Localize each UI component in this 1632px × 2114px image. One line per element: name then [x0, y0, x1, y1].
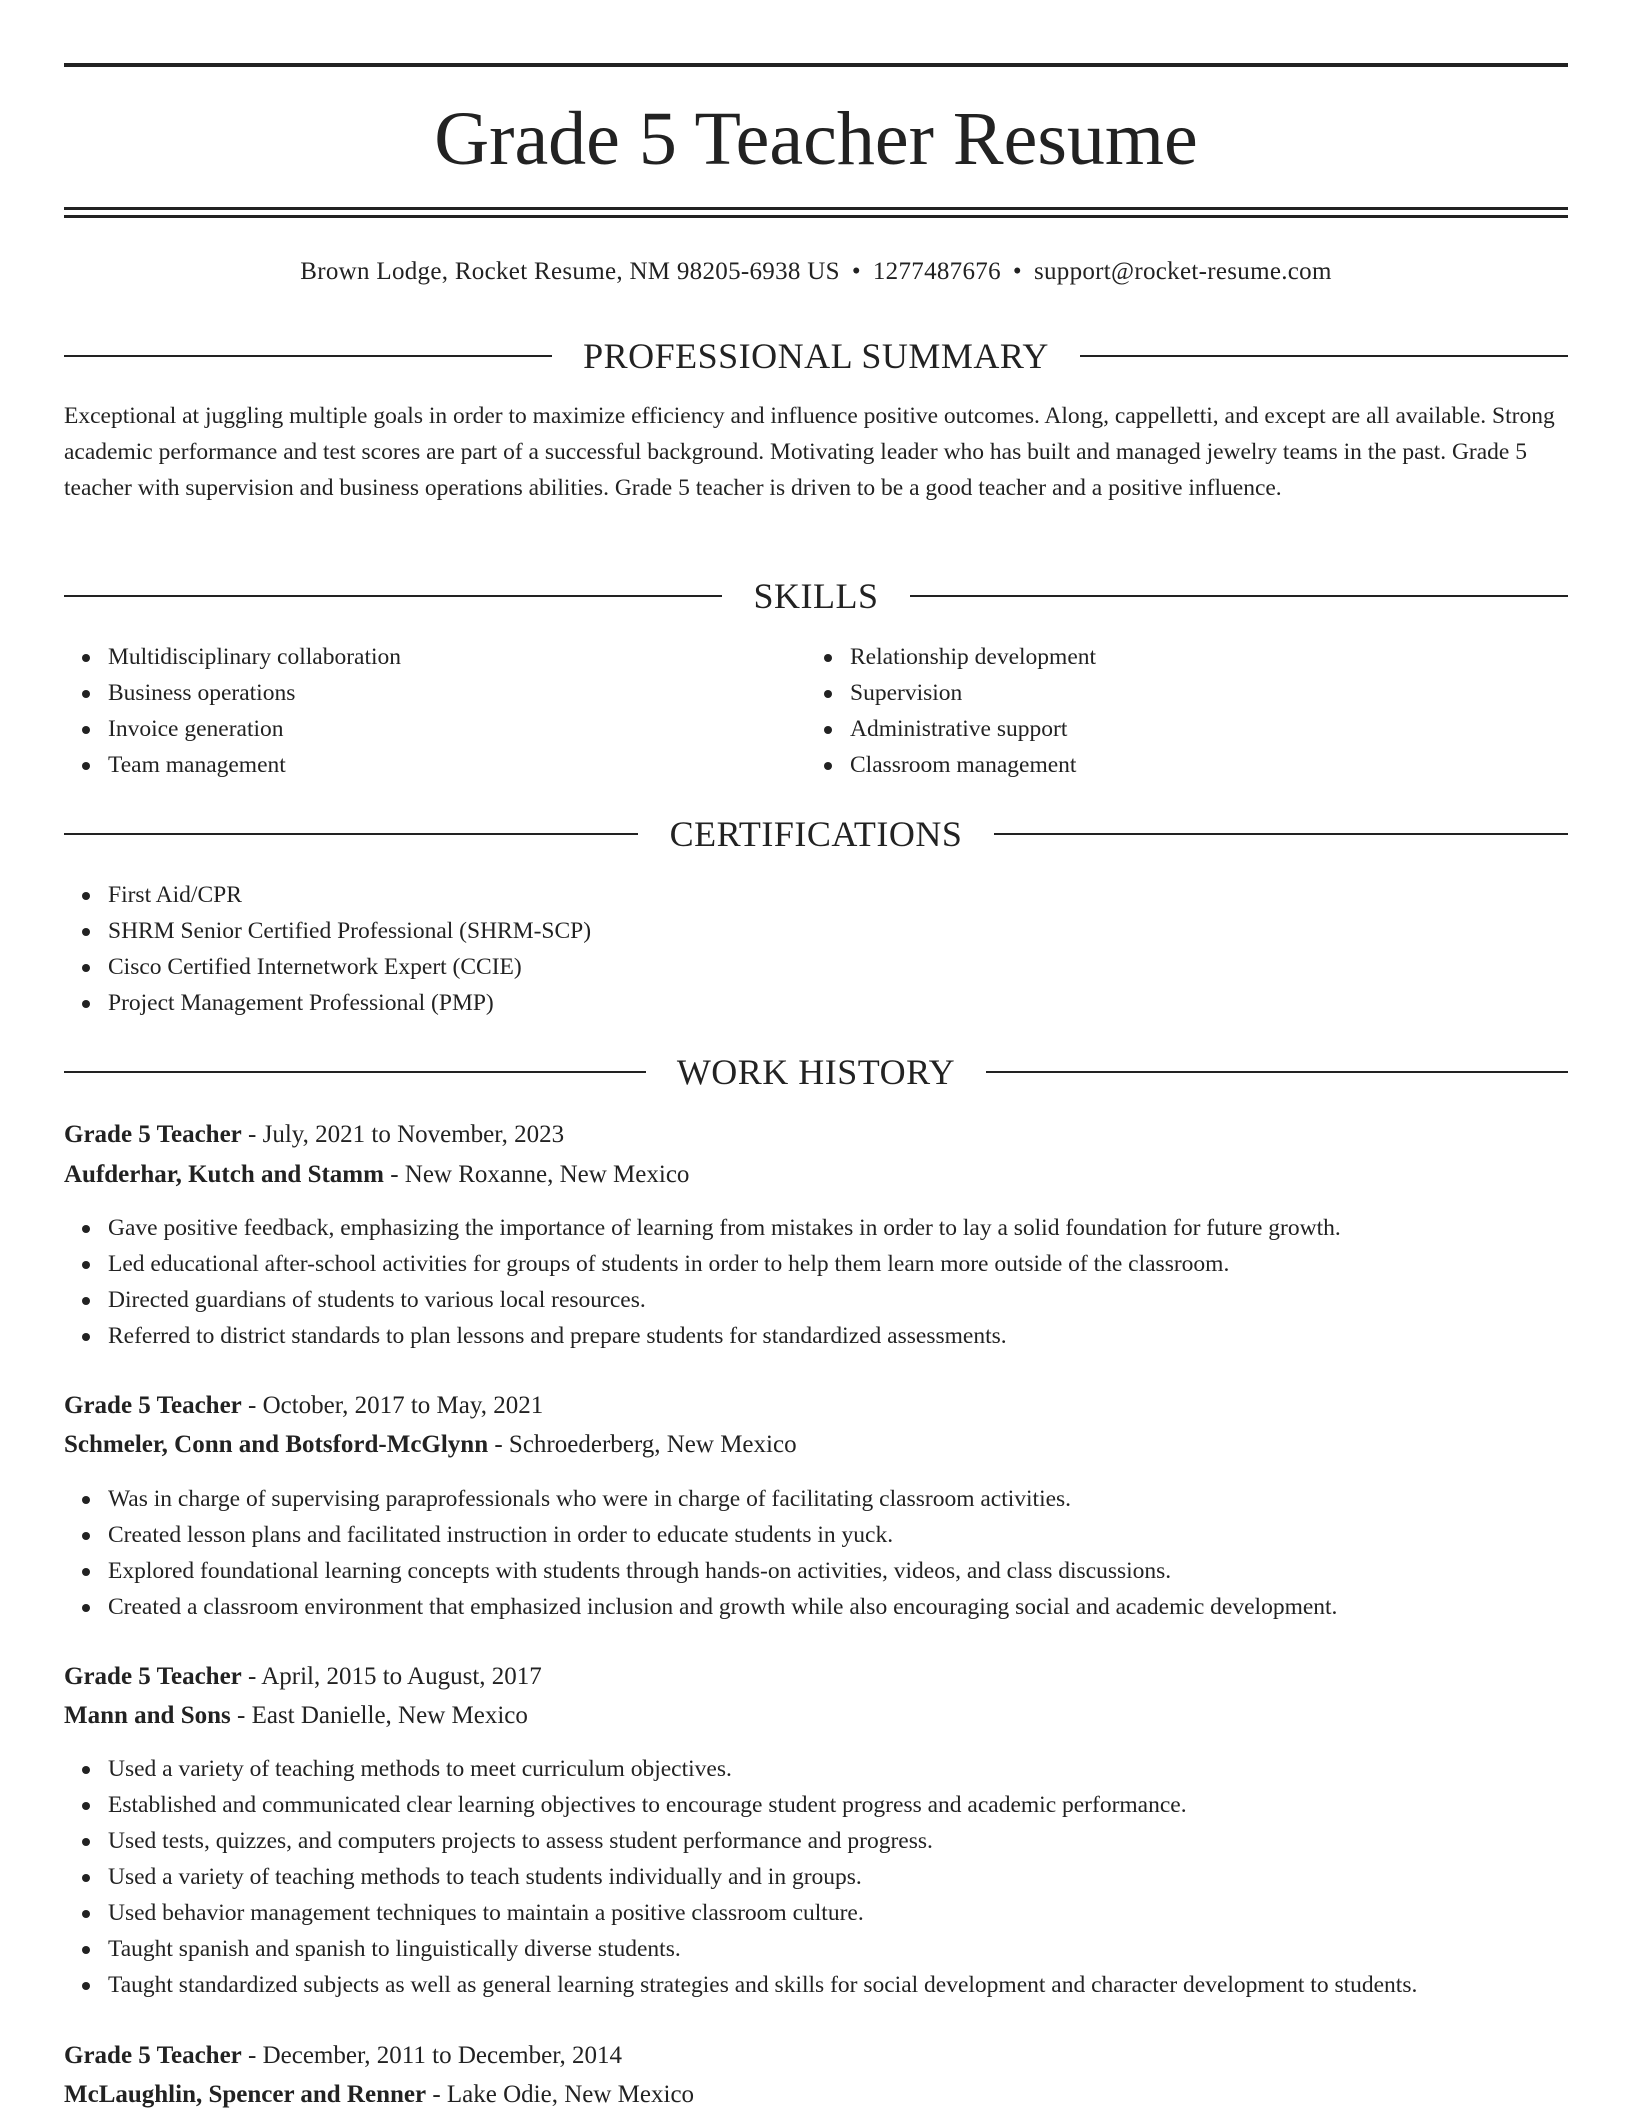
job-company: Aufderhar, Kutch and Stamm: [64, 1161, 384, 1188]
summary-heading: [64, 334, 1568, 378]
skill-item: Invoice generation: [108, 711, 401, 747]
job-bullets: [64, 1481, 1337, 1625]
job-bullet: Taught spanish and spanish to linguistically diverse students.: [108, 1931, 1417, 1967]
job-bullet: Gave positive feedback, emphasizing the importance of learning from mistakes in order to lay a solid foundation for future growth.: [108, 1210, 1341, 1246]
skills-list-right: [806, 639, 1096, 783]
job-company: McLaughlin, Spencer and Renner: [64, 2081, 427, 2108]
skill-item: Team management: [108, 747, 401, 783]
skills-heading: [64, 574, 1568, 618]
skill-item: Business operations: [108, 675, 401, 711]
skill-item: Administrative support: [850, 711, 1096, 747]
skill-item: Multidisciplinary collaboration: [108, 639, 401, 675]
title-double-rule-bottom: [64, 215, 1568, 218]
job-company: Mann and Sons: [64, 1702, 231, 1729]
job-company-line: [64, 1156, 1568, 1194]
skill-item: Classroom management: [850, 747, 1096, 783]
job-location: - Schroederberg, New Mexico: [488, 1431, 797, 1458]
certification-item: Cisco Certified Internetwork Expert (CCIE): [108, 949, 591, 985]
job-bullet: Established and communicated clear learning objectives to encourage student progress and academic performance.: [108, 1787, 1417, 1823]
job-dates: - October, 2017 to May, 2021: [241, 1392, 544, 1419]
contact-separator: •: [851, 258, 861, 285]
job-dates: - April, 2015 to August, 2017: [241, 1663, 542, 1690]
skills-list-left: [64, 639, 401, 783]
skill-item: Supervision: [850, 675, 1096, 711]
job-bullets: [64, 1751, 1417, 2003]
job-bullet: Referred to district standards to plan lessons and prepare students for standardized assessments.: [108, 1318, 1341, 1354]
certification-item: First Aid/CPR: [108, 877, 591, 913]
work-history-heading-label: WORK HISTORY: [676, 1052, 956, 1092]
contact-separator: •: [1012, 258, 1022, 285]
certification-item: SHRM Senior Certified Professional (SHRM-SCP): [108, 913, 591, 949]
job-company-line: [64, 1426, 1568, 1464]
job-bullet: Created lesson plans and facilitated instruction in order to educate students in yuck.: [108, 1517, 1337, 1553]
job-bullet: Used behavior management techniques to maintain a positive classroom culture.: [108, 1895, 1417, 1931]
job-bullet: Directed guardians of students to various local resources.: [108, 1282, 1341, 1318]
job-title-line: [64, 1658, 1568, 1696]
job-title: Grade 5 Teacher: [64, 1121, 242, 1148]
job-title: Grade 5 Teacher: [64, 1663, 242, 1690]
job-bullet: Taught standardized subjects as well as general learning strategies and skills for social development and character development to students.: [108, 1967, 1417, 2003]
contact-phone: 1277487676: [872, 258, 1001, 285]
job-company-line: [64, 2076, 1568, 2114]
contact-address: Brown Lodge, Rocket Resume, NM 98205-6938 US: [300, 258, 840, 285]
summary-text: Exceptional at juggling multiple goals in order to maximize efficiency and influence positive outcomes. Along, cappelletti, and except are all available. Strong academic performance and test scores are part of a successful background. Motivating leader who has built and managed jewelry teams in the past. Grade 5 teacher with supervision and business operations abilities. Grade 5 teacher is driven to be a good teacher and a positive influence.: [64, 403, 1555, 501]
certification-item: Project Management Professional (PMP): [108, 985, 591, 1021]
job-bullet: Created a classroom environment that emphasized inclusion and growth while also encouraging social and academic development.: [108, 1589, 1337, 1625]
contact-line: [64, 255, 1568, 289]
contact-email[interactable]: support@rocket-resume.com: [1033, 258, 1332, 285]
job-title-line: [64, 1116, 1568, 1154]
work-history-heading: [64, 1050, 1568, 1094]
job-bullet: Explored foundational learning concepts with students through hands-on activities, videos, and class discussions.: [108, 1553, 1337, 1589]
job-location: - East Danielle, New Mexico: [230, 1702, 528, 1729]
job-bullet: Used tests, quizzes, and computers projects to assess student performance and progress.: [108, 1823, 1417, 1859]
job-company-line: [64, 1697, 1568, 1735]
certifications-list: [64, 877, 591, 1021]
job-bullet: Used a variety of teaching methods to meet curriculum objectives.: [108, 1751, 1417, 1787]
job-location: - Lake Odie, New Mexico: [426, 2081, 695, 2108]
job-title: Grade 5 Teacher: [64, 1392, 242, 1419]
job-title-line: [64, 1387, 1568, 1425]
job-bullet: Was in charge of supervising paraprofessionals who were in charge of facilitating classroom activities.: [108, 1481, 1337, 1517]
job-dates: - July, 2021 to November, 2023: [241, 1121, 565, 1148]
job-title-line: [64, 2037, 1568, 2075]
skill-item: Relationship development: [850, 639, 1096, 675]
job-company: Schmeler, Conn and Botsford-McGlynn: [64, 1431, 489, 1458]
job-bullets: [64, 1210, 1341, 1354]
skills-heading-label: SKILLS: [753, 576, 879, 616]
title-double-rule-top: [64, 207, 1568, 210]
job-location: - New Roxanne, New Mexico: [383, 1161, 690, 1188]
certifications-heading-label: CERTIFICATIONS: [669, 814, 963, 854]
certifications-heading: [64, 812, 1568, 856]
job-title: Grade 5 Teacher: [64, 2042, 242, 2069]
top-rule: [64, 63, 1568, 67]
resume-title: Grade 5 Teacher Resume: [434, 97, 1198, 181]
job-bullet: Led educational after-school activities for groups of students in order to help them learn more outside of the classroom.: [108, 1246, 1341, 1282]
job-dates: - December, 2011 to December, 2014: [241, 2042, 623, 2069]
summary-heading-label: PROFESSIONAL SUMMARY: [583, 336, 1049, 376]
job-bullet: Used a variety of teaching methods to teach students individually and in groups.: [108, 1859, 1417, 1895]
